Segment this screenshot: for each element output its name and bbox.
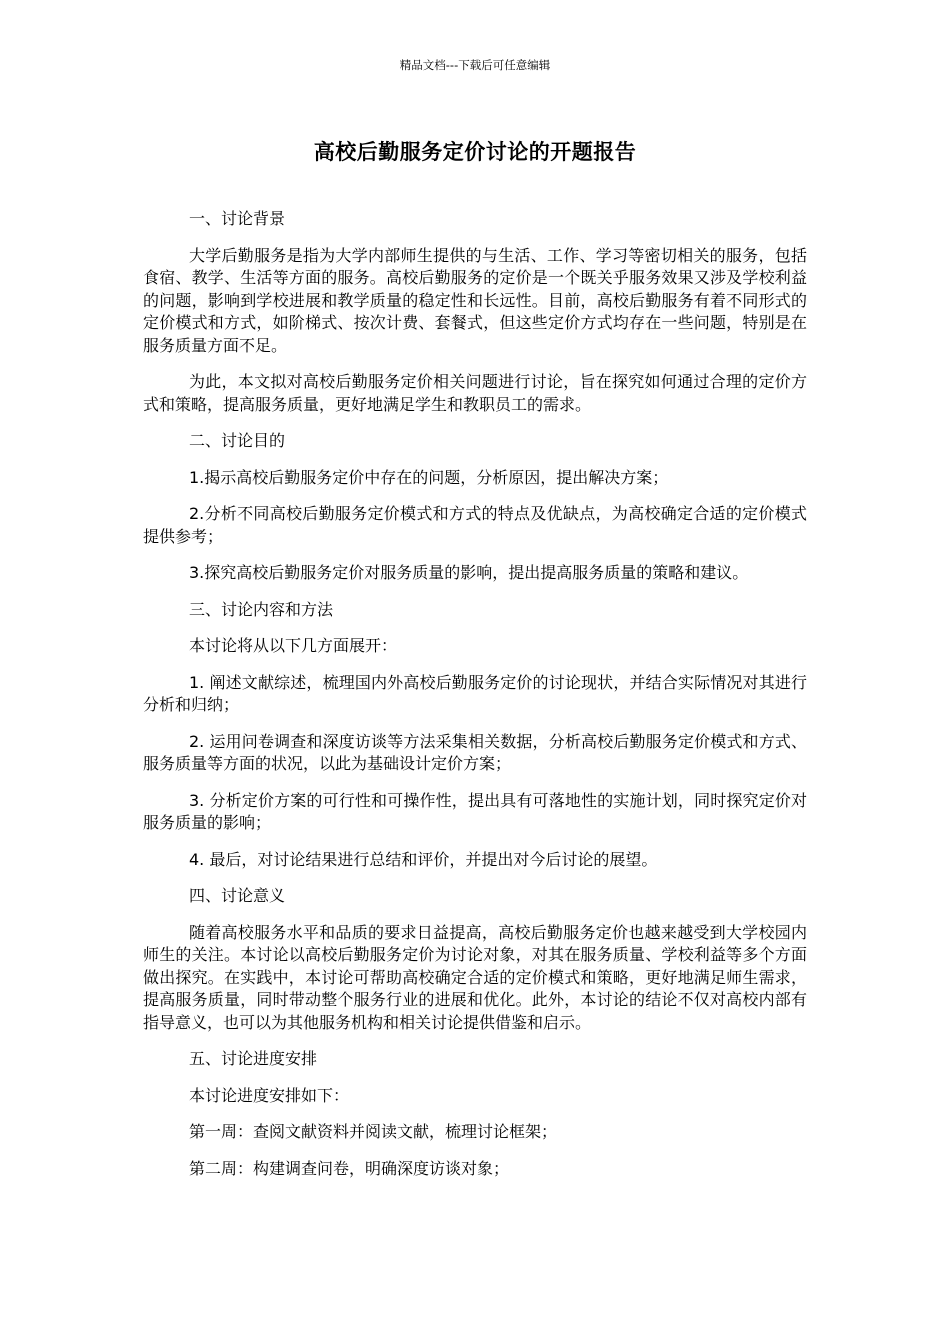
content-item-2: 2. 运用问卷调查和深度访谈等方法采集相关数据，分析高校后勤服务定价模式和方式、服务质量等方面的状况，以此为基础设计定价方案；	[143, 731, 807, 773]
section-heading-significance: 四、讨论意义	[189, 886, 286, 905]
paragraph-background-1: 大学后勤服务是指为大学内部师生提供的与生活、工作、学习等密切相关的服务，包括食宿、教学、生活等方面的服务。高校后勤服务的定价是一个既关乎服务效果又涉及学校利益的问题，影响到学校进展和教学质量的稳定性和长远性。目前，高校后勤服务有着不同形式的定价模式和方式，如阶梯式、按次计费、套餐式，但这些定价方式均存在一些问题，特别是在服务质量方面不足。	[143, 245, 807, 355]
content-item-1: 1. 阐述文献综述，梳理国内外高校后勤服务定价的讨论现状，并结合实际情况对其进行分析和归纳；	[143, 672, 807, 714]
content-intro: 本讨论将从以下几方面展开：	[189, 636, 398, 655]
section-heading-schedule: 五、讨论进度安排	[189, 1049, 318, 1068]
paragraph-significance: 随着高校服务水平和品质的要求日益提高，高校后勤服务定价也越来越受到大学校园内师生的关注。本讨论以高校后勤服务定价为讨论对象，对其在服务质量、学校利益等多个方面做出探究。在实践中，本讨论可帮助高校确定合适的定价模式和策略，更好地满足师生需求，提高服务质量，同时带动整个服务行业的进展和优化。此外，本讨论的结论不仅对高校内部有指导意义，也可以为其他服务机构和相关讨论提供借鉴和启示。	[143, 922, 807, 1032]
document-body	[143, 208, 807, 1194]
section-heading-background: 一、讨论背景	[189, 209, 286, 228]
section-heading-content-method: 三、讨论内容和方法	[189, 599, 334, 619]
section-heading-purpose: 二、讨论目的	[189, 431, 286, 450]
schedule-item-week-1: 第一周：查阅文献资料并阅读文献，梳理讨论框架；	[189, 1122, 558, 1141]
schedule-item-week-2: 第二周：构建调查问卷，明确深度访谈对象；	[189, 1158, 510, 1178]
purpose-item-1: 1.揭示高校后勤服务定价中存在的问题，分析原因，提出解决方案；	[189, 467, 669, 487]
purpose-item-3: 3.探究高校后勤服务定价对服务质量的影响，提出提高服务质量的策略和建议。	[189, 563, 749, 582]
content-item-3: 3. 分析定价方案的可行性和可操作性，提出具有可落地性的实施计划，同时探究定价对服务质量的影响；	[143, 790, 807, 832]
header-note: 精品文档---下载后可任意编辑	[399, 58, 551, 72]
content-item-4: 4. 最后，对讨论结果进行总结和评价，并提出对今后讨论的展望。	[189, 849, 658, 869]
schedule-intro: 本讨论进度安排如下：	[189, 1085, 350, 1105]
document-title: 高校后勤服务定价讨论的开题报告	[313, 140, 637, 164]
paragraph-background-2: 为此，本文拟对高校后勤服务定价相关问题进行讨论，旨在探究如何通过合理的定价方式和策略，提高服务质量，更好地满足学生和教职员工的需求。	[143, 372, 807, 414]
purpose-item-2: 2.分析不同高校后勤服务定价模式和方式的特点及优缺点，为高校确定合适的定价模式提供参考；	[143, 504, 807, 546]
